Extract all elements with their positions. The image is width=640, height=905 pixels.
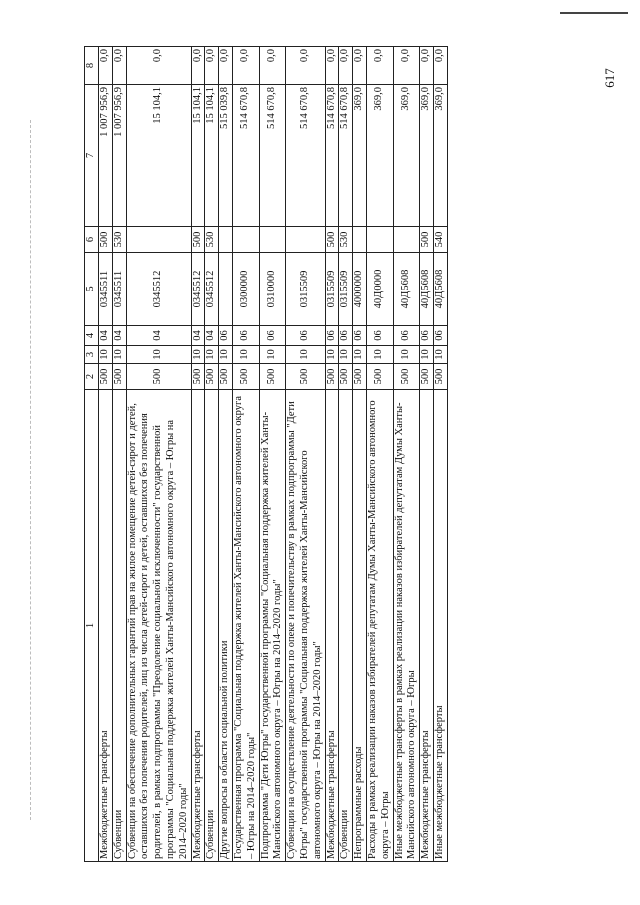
target-article-code: 40Д5608	[420, 253, 434, 326]
expense-type-code: 500	[420, 227, 434, 253]
target-article-code: 0345511	[112, 253, 126, 326]
section-code: 10	[191, 346, 205, 364]
subsection-code: 06	[286, 326, 325, 346]
target-article-code: 0310000	[259, 253, 286, 326]
target-article-code: 4000000	[353, 253, 367, 326]
rotated-page	[84, 47, 448, 862]
table-row	[126, 47, 191, 862]
table-row	[353, 47, 367, 862]
section-code: 10	[126, 346, 191, 364]
target-article-code: 0345512	[205, 253, 219, 326]
expense-type-code: 530	[339, 227, 353, 253]
subsection-code: 04	[191, 326, 205, 346]
column-header: 7	[85, 85, 99, 227]
table-row	[99, 47, 113, 862]
amount-extra: 0,0	[433, 47, 447, 85]
top-rule	[560, 12, 628, 14]
column-header: 8	[85, 47, 99, 85]
column-header: 3	[85, 346, 99, 364]
column-header: 6	[85, 227, 99, 253]
row-name: Подпрограмма "Дети Югры" государственной программы "Социальная поддержка жителей Ханты-Мансийского автономного округа – Югры на 2014–2020 годы"	[259, 390, 286, 862]
section-code: 10	[325, 346, 339, 364]
section-code: 10	[219, 346, 233, 364]
grbs-code: 500	[259, 364, 286, 390]
column-header: 5	[85, 253, 99, 326]
section-code: 10	[232, 346, 259, 364]
subsection-code: 06	[433, 326, 447, 346]
amount-extra: 0,0	[420, 47, 434, 85]
amount-extra: 0,0	[219, 47, 233, 85]
amount-extra: 0,0	[286, 47, 325, 85]
grbs-code: 500	[112, 364, 126, 390]
table-row	[232, 47, 259, 862]
row-name: Субвенции	[339, 390, 353, 862]
expense-type-code	[232, 227, 259, 253]
table-row	[325, 47, 339, 862]
expense-type-code	[126, 227, 191, 253]
amount-extra: 0,0	[366, 47, 393, 85]
subsection-code: 04	[99, 326, 113, 346]
amount-extra: 0,0	[353, 47, 367, 85]
section-code: 10	[286, 346, 325, 364]
amount-extra: 0,0	[112, 47, 126, 85]
section-code: 10	[205, 346, 219, 364]
row-name: Другие вопросы в области социальной политики	[219, 390, 233, 862]
subsection-code: 04	[112, 326, 126, 346]
row-name: Государственная программа "Социальная поддержка жителей Ханты-Мансийского автономного округа – Югры на 2014–2020 годы"	[232, 390, 259, 862]
subsection-code: 06	[232, 326, 259, 346]
amount: 369,0	[420, 85, 434, 227]
table-row	[433, 47, 447, 862]
amount: 15 104,1	[205, 85, 219, 227]
amount-extra: 0,0	[339, 47, 353, 85]
section-code: 10	[259, 346, 286, 364]
target-article-code: 0345511	[99, 253, 113, 326]
table-row	[366, 47, 393, 862]
subsection-code: 06	[339, 326, 353, 346]
amount: 369,0	[393, 85, 420, 227]
expense-type-code	[286, 227, 325, 253]
row-name: Субвенции	[205, 390, 219, 862]
grbs-code: 500	[420, 364, 434, 390]
subsection-code: 04	[205, 326, 219, 346]
amount-extra: 0,0	[205, 47, 219, 85]
column-header: 2	[85, 364, 99, 390]
subsection-code: 06	[353, 326, 367, 346]
subsection-code: 06	[259, 326, 286, 346]
subsection-code: 06	[420, 326, 434, 346]
grbs-code: 500	[325, 364, 339, 390]
column-header: 1	[85, 390, 99, 862]
target-article-code: 0345512	[126, 253, 191, 326]
expense-type-code	[259, 227, 286, 253]
subsection-code: 04	[126, 326, 191, 346]
column-header: 4	[85, 326, 99, 346]
amount-extra: 0,0	[99, 47, 113, 85]
section-code: 10	[339, 346, 353, 364]
grbs-code: 500	[353, 364, 367, 390]
amount-extra: 0,0	[191, 47, 205, 85]
amount: 1 007 956,9	[99, 85, 113, 227]
row-name: Межбюджетные трансферты	[191, 390, 205, 862]
target-article-code: 0300000	[232, 253, 259, 326]
target-article-code: 0315509	[325, 253, 339, 326]
target-article-code: 40Д0000	[366, 253, 393, 326]
table-row	[219, 47, 233, 862]
amount: 514 670,8	[232, 85, 259, 227]
amount: 515 039,8	[219, 85, 233, 227]
amount-extra: 0,0	[325, 47, 339, 85]
grbs-code: 500	[191, 364, 205, 390]
amount: 369,0	[366, 85, 393, 227]
expense-type-code: 500	[325, 227, 339, 253]
grbs-code: 500	[433, 364, 447, 390]
row-name: Иные межбюджетные трансферты	[433, 390, 447, 862]
expense-type-code: 500	[99, 227, 113, 253]
amount-extra: 0,0	[259, 47, 286, 85]
amount: 514 670,8	[286, 85, 325, 227]
section-code: 10	[366, 346, 393, 364]
amount: 514 670,8	[259, 85, 286, 227]
table-row	[393, 47, 420, 862]
grbs-code: 500	[232, 364, 259, 390]
subsection-code: 06	[219, 326, 233, 346]
target-article-code: 40Д5608	[433, 253, 447, 326]
page-number: 617	[601, 68, 617, 88]
budget-table	[84, 46, 448, 862]
column-number-row	[85, 47, 99, 862]
grbs-code: 500	[393, 364, 420, 390]
table-row	[339, 47, 353, 862]
expense-type-code	[393, 227, 420, 253]
amount: 1 007 956,9	[112, 85, 126, 227]
table-row	[286, 47, 325, 862]
amount: 514 670,8	[339, 85, 353, 227]
expense-type-code	[366, 227, 393, 253]
amount: 514 670,8	[325, 85, 339, 227]
grbs-code: 500	[126, 364, 191, 390]
target-article-code	[219, 253, 233, 326]
expense-type-code: 530	[205, 227, 219, 253]
expense-type-code: 500	[191, 227, 205, 253]
row-name: Расходы в рамках реализации наказов избирателей депутатам Думы Ханты-Мансийского автономного округа – Югры	[366, 390, 393, 862]
amount: 15 104,1	[126, 85, 191, 227]
expense-type-code: 540	[433, 227, 447, 253]
table-row	[420, 47, 434, 862]
grbs-code: 500	[99, 364, 113, 390]
amount-extra: 0,0	[126, 47, 191, 85]
section-code: 10	[393, 346, 420, 364]
expense-type-code: 530	[112, 227, 126, 253]
amount: 369,0	[353, 85, 367, 227]
section-code: 10	[353, 346, 367, 364]
section-code: 10	[420, 346, 434, 364]
row-name: Субвенции	[112, 390, 126, 862]
expense-type-code	[219, 227, 233, 253]
row-name: Субвенции на осуществление деятельности по опеке и попечительству в рамках подпрограммы "Дети Югры" государственной программы "Социальная поддержка жителей Ханты-Мансийского автономного округа – Югры на 2014–2020 годы"	[286, 390, 325, 862]
grbs-code: 500	[219, 364, 233, 390]
grbs-code: 500	[339, 364, 353, 390]
target-article-code: 0345512	[191, 253, 205, 326]
section-code: 10	[99, 346, 113, 364]
table-row	[205, 47, 219, 862]
section-code: 10	[112, 346, 126, 364]
expense-type-code	[353, 227, 367, 253]
grbs-code: 500	[286, 364, 325, 390]
row-name: Иные межбюджетные трансферты в рамках реализации наказов избирателей депутатам Думы Ханты-Мансийского автономного округа – Югры	[393, 390, 420, 862]
amount: 15 104,1	[191, 85, 205, 227]
subsection-code: 06	[325, 326, 339, 346]
amount: 369,0	[433, 85, 447, 227]
table-row	[112, 47, 126, 862]
grbs-code: 500	[205, 364, 219, 390]
row-name: Межбюджетные трансферты	[325, 390, 339, 862]
row-name: Субвенции на обеспечение дополнительных гарантий прав на жилое помещение детей-сирот и детей, оставшихся без попечения родителей, лиц из числа детей-сирот и детей, оставшихся без попечения родителей, в рамках подпрограммы "Преодоление социальной исключенности" государственной программы "Социальная поддержка жителей Ханты-Мансийского автономного округа – Югры на 2014–2020 годы"	[126, 390, 191, 862]
row-name: Межбюджетные трансферты	[99, 390, 113, 862]
scan-edge-mark	[30, 120, 31, 820]
subsection-code: 06	[366, 326, 393, 346]
amount-extra: 0,0	[393, 47, 420, 85]
amount-extra: 0,0	[232, 47, 259, 85]
target-article-code: 0315509	[286, 253, 325, 326]
table-row	[259, 47, 286, 862]
table-row	[191, 47, 205, 862]
section-code: 10	[433, 346, 447, 364]
row-name: Межбюджетные трансферты	[420, 390, 434, 862]
grbs-code: 500	[366, 364, 393, 390]
subsection-code: 06	[393, 326, 420, 346]
target-article-code: 0315509	[339, 253, 353, 326]
row-name: Непрограммные расходы	[353, 390, 367, 862]
target-article-code: 40Д5608	[393, 253, 420, 326]
